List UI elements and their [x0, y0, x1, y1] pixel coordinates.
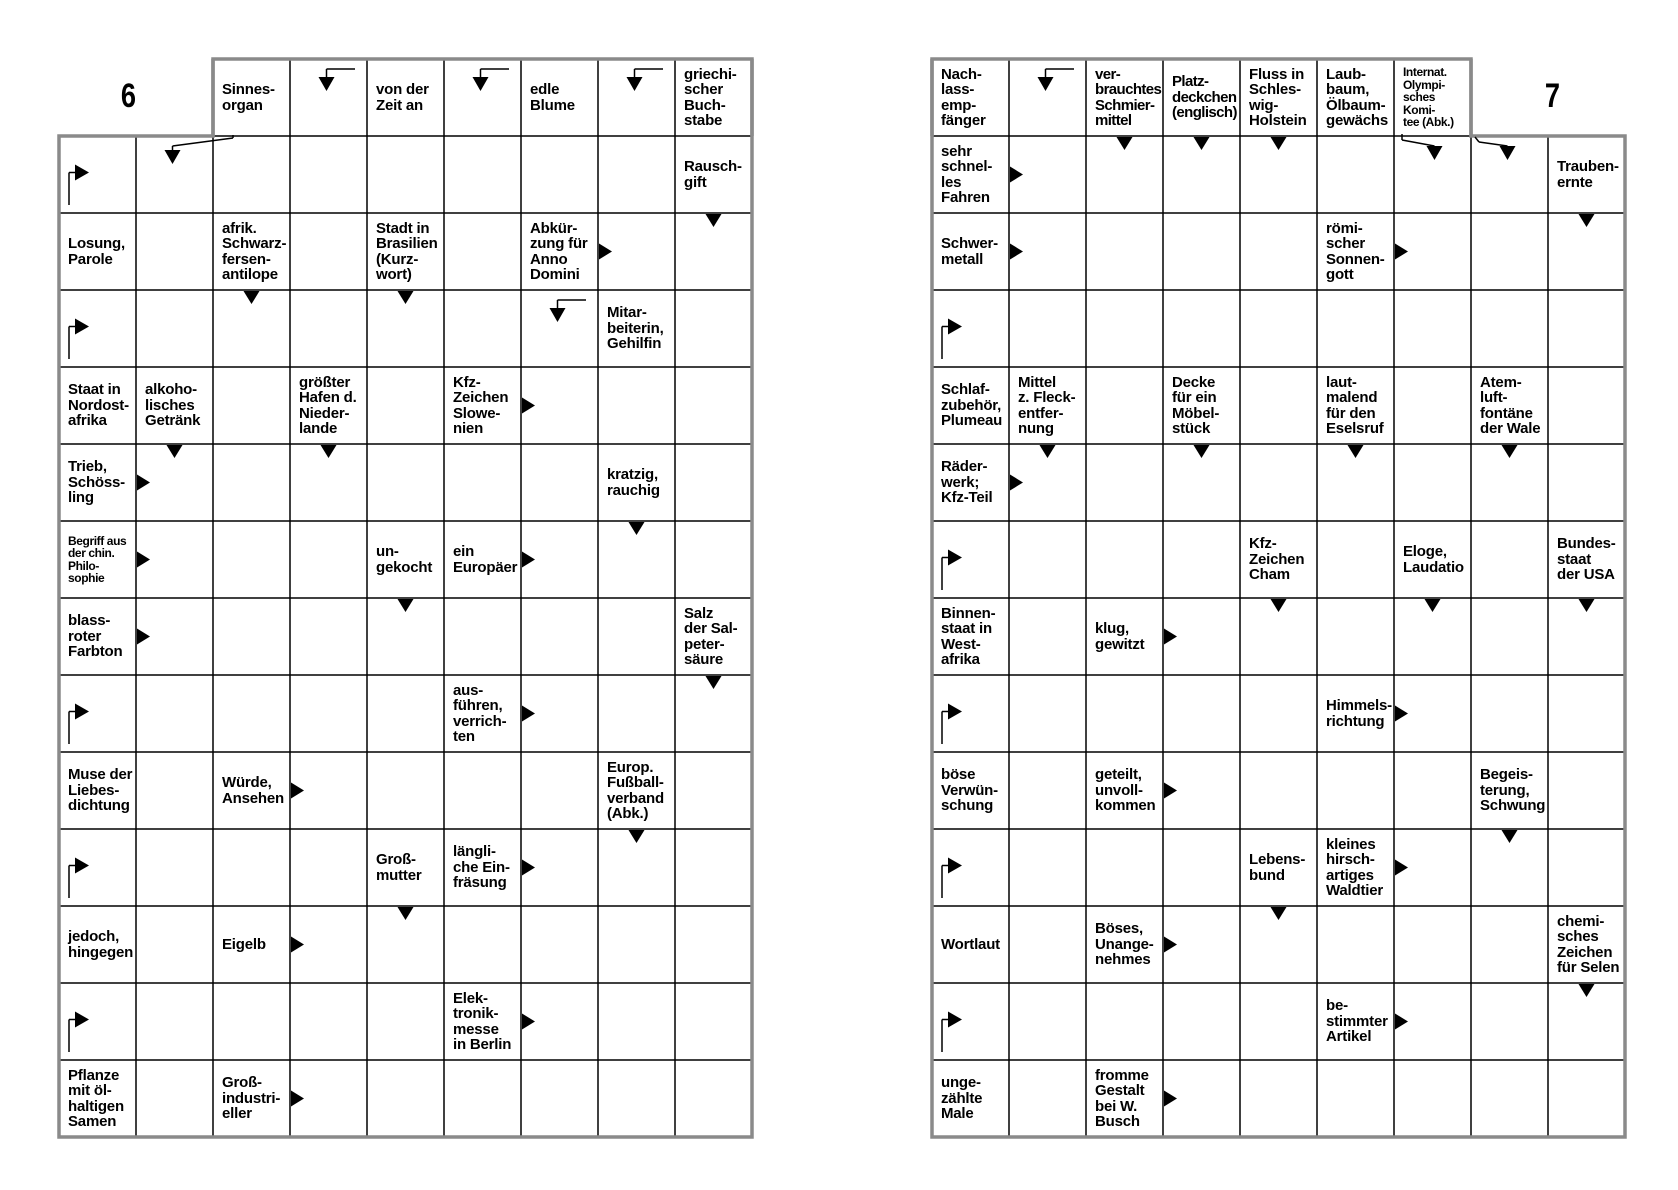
grid-cell-r3-c4[interactable]	[367, 290, 444, 367]
grid-cell-r9-c6[interactable]	[521, 752, 598, 829]
grid-cell-r5-c3[interactable]	[1163, 444, 1240, 521]
grid-cell-r3-c7[interactable]	[1471, 290, 1548, 367]
clue-cell: alkoho- lisches Getränk	[145, 381, 201, 430]
grid-cell-r8-c7[interactable]	[1471, 675, 1548, 752]
grid-cell-r13-c6[interactable]	[1394, 1060, 1471, 1137]
grid-cell-r13-c7[interactable]	[598, 1060, 675, 1137]
grid-cell-r3-c2[interactable]	[213, 290, 290, 367]
clue-cell: sehr schnel- les Fahren	[941, 142, 993, 206]
grid-cell-r12-c8[interactable]	[1548, 983, 1625, 1060]
grid-cell-r6-c8[interactable]	[675, 521, 752, 598]
grid-cell-r1-c7[interactable]	[598, 136, 675, 213]
grid-cell-r11-c8[interactable]	[675, 906, 752, 983]
grid-cell-r4-c2[interactable]	[1086, 367, 1163, 444]
clue-cell: unge- zählte Male	[941, 1074, 983, 1123]
grid-cell-r3-c0[interactable]	[932, 290, 1009, 367]
grid-cell-r12-c2[interactable]	[213, 983, 290, 1060]
grid-cell-r3-c8[interactable]	[675, 290, 752, 367]
grid-cell-r3-c5[interactable]	[444, 290, 521, 367]
grid-cell-r2-c4[interactable]	[1240, 213, 1317, 290]
clue-cell: kleines hirsch- artiges Waldtier	[1326, 835, 1384, 899]
grid-cell-r6-c3[interactable]	[1163, 521, 1240, 598]
grid-cell-r12-c7[interactable]	[1471, 983, 1548, 1060]
clue-cell: böse Verwün- schung	[941, 766, 998, 815]
grid-cell-r12-c1[interactable]	[136, 983, 213, 1060]
grid-cell-r8-c4[interactable]	[367, 675, 444, 752]
grid-cell-r9-c8[interactable]	[1548, 752, 1625, 829]
clue-cell: Schwer- metall	[941, 235, 998, 268]
grid-cell-r7-c6[interactable]	[1394, 598, 1471, 675]
clue-cell: Wortlaut	[941, 935, 1000, 953]
clue-cell: größter Hafen d. Nieder- lande	[299, 373, 357, 437]
grid-cell-r9-c3[interactable]	[290, 752, 367, 829]
clue-cell: Eigelb	[222, 935, 266, 953]
grid-cell-r9-c1[interactable]	[1009, 752, 1086, 829]
clue-cell: längli- che Ein- fräsung	[453, 843, 510, 892]
grid-cell-r12-c0[interactable]	[932, 983, 1009, 1060]
grid-cell-r11-c4[interactable]	[1240, 906, 1317, 983]
clue-cell: edle Blume	[530, 81, 575, 114]
clue-cell: Himmels- richtung	[1326, 697, 1392, 730]
grid-cell-r11-c3[interactable]	[290, 906, 367, 983]
grid-cell-r7-c4[interactable]	[367, 598, 444, 675]
clue-cell: Böses, Unange- nehmes	[1095, 920, 1154, 969]
clue-cell: römi- scher Sonnen- gott	[1326, 219, 1385, 283]
grid-cell-r11-c6[interactable]	[1394, 906, 1471, 983]
clue-cell: griechi- scher Buch- stabe	[684, 65, 737, 129]
clue-cell: Fluss in Schles- wig- Holstein	[1249, 65, 1307, 129]
grid-cell-r10-c2[interactable]	[213, 829, 290, 906]
page-number: 7	[1544, 77, 1561, 115]
grid-cell-r1-c5[interactable]	[1317, 136, 1394, 213]
grid-cell-r1-c4[interactable]	[367, 136, 444, 213]
clue-cell: Rausch- gift	[684, 158, 742, 191]
clue-cell: Kfz- Zeichen Cham	[1249, 535, 1305, 584]
grid-cell-r8-c0[interactable]	[932, 675, 1009, 752]
grid-cell-r4-c6[interactable]	[1394, 367, 1471, 444]
grid-cell-r11-c3[interactable]	[1163, 906, 1240, 983]
grid-cell-r5-c2[interactable]	[1086, 444, 1163, 521]
grid-cell-r13-c7[interactable]	[1471, 1060, 1548, 1137]
clue-cell: Platz- deckchen (englisch)	[1172, 73, 1237, 122]
grid-cell-r6-c3[interactable]	[290, 521, 367, 598]
grid-cell-r8-c2[interactable]	[213, 675, 290, 752]
grid-cell-r3-c5[interactable]	[1317, 290, 1394, 367]
grid-cell-r5-c6[interactable]	[521, 444, 598, 521]
grid-cell-r12-c3[interactable]	[1163, 983, 1240, 1060]
grid-cell-r12-c7[interactable]	[598, 983, 675, 1060]
grid-cell-r6-c0[interactable]	[932, 521, 1009, 598]
grid-cell-r10-c3[interactable]	[290, 829, 367, 906]
clue-cell: Stadt in Brasilien (Kurz- wort)	[376, 219, 438, 283]
grid-cell-r10-c8[interactable]	[1548, 829, 1625, 906]
grid-cell-r8-c4[interactable]	[1240, 675, 1317, 752]
page-number: 6	[120, 77, 137, 115]
grid-cell-r13-c3[interactable]	[290, 1060, 367, 1137]
grid-cell-r5-c8[interactable]	[1548, 444, 1625, 521]
grid-cell-r8-c8[interactable]	[675, 675, 752, 752]
grid-cell-r4-c8[interactable]	[1548, 367, 1625, 444]
clue-cell: klug, gewitzt	[1095, 620, 1145, 653]
clue-cell: Begeis- terung, Schwung	[1480, 766, 1546, 815]
grid-cell-r12-c4[interactable]	[367, 983, 444, 1060]
grid-cell-r6-c5[interactable]	[1317, 521, 1394, 598]
grid-cell-r8-c7[interactable]	[598, 675, 675, 752]
grid-cell-r8-c6[interactable]	[521, 675, 598, 752]
grid-cell-r5-c1[interactable]	[136, 444, 213, 521]
clue-cell: Muse der Liebes- dichtung	[68, 766, 133, 815]
grid-cell-r7-c5[interactable]	[444, 598, 521, 675]
clue-cell: Groß- mutter	[376, 851, 422, 884]
grid-cell-r9-c4[interactable]	[1240, 752, 1317, 829]
grid-cell-r10-c6[interactable]	[521, 829, 598, 906]
clue-cell: Räder- werk; Kfz-Teil	[941, 458, 993, 507]
grid-cell-r2-c6[interactable]	[1394, 213, 1471, 290]
clue-cell: jedoch, hingegen	[68, 928, 134, 961]
grid-cell-r7-c7[interactable]	[1471, 598, 1548, 675]
grid-cell-r3-c3[interactable]	[290, 290, 367, 367]
clue-cell: Kfz- Zeichen Slowe- nien	[453, 373, 509, 437]
grid-cell-r3-c1[interactable]	[136, 290, 213, 367]
grid-cell-r8-c3[interactable]	[290, 675, 367, 752]
clue-cell: ver- brauchtes Schmier- mittel	[1095, 65, 1162, 129]
clue-cell: ein Europäer	[453, 543, 518, 576]
grid-cell-r13-c4[interactable]	[1240, 1060, 1317, 1137]
grid-cell-r5-c4[interactable]	[367, 444, 444, 521]
grid-cell-r10-c7[interactable]	[1471, 829, 1548, 906]
grid-cell-r1-c1[interactable]	[136, 136, 213, 213]
grid-cell-r9-c5[interactable]	[444, 752, 521, 829]
grid-cell-r7-c3[interactable]	[290, 598, 367, 675]
grid-cell-r13-c1[interactable]	[136, 1060, 213, 1137]
grid-cell-r1-c3[interactable]	[1163, 136, 1240, 213]
grid-cell-r9-c6[interactable]	[1394, 752, 1471, 829]
clue-cell: fromme Gestalt bei W. Busch	[1095, 1066, 1149, 1130]
grid-cell-r8-c8[interactable]	[1548, 675, 1625, 752]
clue-cell: Mitar- beiterin, Gehilfin	[607, 304, 664, 353]
grid-cell-r13-c8[interactable]	[1548, 1060, 1625, 1137]
clue-cell: von der Zeit an	[376, 81, 429, 114]
grid-cell-r5-c8[interactable]	[675, 444, 752, 521]
clue-cell: Trieb, Schöss- ling	[68, 458, 125, 507]
clue-cell: Europ. Fußball- verband (Abk.)	[607, 758, 664, 822]
grid-cell-r3-c3[interactable]	[1163, 290, 1240, 367]
grid-cell-r7-c8[interactable]	[1548, 598, 1625, 675]
clue-cell: Abkür- zung für Anno Domini	[530, 219, 588, 283]
grid-cell-r4-c4[interactable]	[367, 367, 444, 444]
clue-cell: Bundes- staat der USA	[1557, 535, 1616, 584]
grid-cell-r13-c1[interactable]	[1009, 1060, 1086, 1137]
grid-cell-r0-c3[interactable]	[290, 59, 367, 136]
clue-cell: Staat in Nordost- afrika	[68, 381, 129, 430]
clue-cell: aus- führen, verrich- ten	[453, 681, 507, 745]
clue-cell: kratzig, rauchig	[607, 466, 660, 499]
grid-cell-r10-c8[interactable]	[675, 829, 752, 906]
grid-cell-r5-c5[interactable]	[1317, 444, 1394, 521]
grid-cell-r10-c1[interactable]	[1009, 829, 1086, 906]
clue-cell: be- stimmter Artikel	[1326, 997, 1388, 1046]
grid-cell-r3-c0[interactable]	[59, 290, 136, 367]
grid-cell-r2-c7[interactable]	[598, 213, 675, 290]
grid-cell-r10-c6[interactable]	[1394, 829, 1471, 906]
grid-cell-r1-c6[interactable]	[1394, 136, 1471, 213]
clue-cell: Internat. Olympi- sches Komi- tee (Abk.)	[1403, 65, 1454, 130]
grid-cell-r0-c1[interactable]	[1009, 59, 1086, 136]
grid-cell-r1-c2[interactable]	[1086, 136, 1163, 213]
clue-cell: geteilt, unvoll- kommen	[1095, 766, 1156, 815]
grid-cell-r1-c0[interactable]	[59, 136, 136, 213]
grid-cell-r7-c5[interactable]	[1317, 598, 1394, 675]
grid-cell-r3-c2[interactable]	[1086, 290, 1163, 367]
grid-cell-r6-c7[interactable]	[598, 521, 675, 598]
grid-cell-r13-c8[interactable]	[675, 1060, 752, 1137]
grid-cell-r6-c1[interactable]	[136, 521, 213, 598]
grid-cell-r3-c1[interactable]	[1009, 290, 1086, 367]
grid-cell-r8-c1[interactable]	[1009, 675, 1086, 752]
grid-cell-r1-c3[interactable]	[290, 136, 367, 213]
grid-cell-r11-c1[interactable]	[136, 906, 213, 983]
grid-cell-r4-c2[interactable]	[213, 367, 290, 444]
grid-cell-r10-c1[interactable]	[136, 829, 213, 906]
clue-cell: Salz der Sal- peter- säure	[684, 604, 738, 668]
grid-cell-r10-c0[interactable]	[59, 829, 136, 906]
grid-cell-r12-c2[interactable]	[1086, 983, 1163, 1060]
clue-cell: Sinnes- organ	[222, 81, 275, 114]
clue-cell: Elek- tronik- messe in Berlin	[453, 989, 512, 1053]
grid-cell-r6-c1[interactable]	[1009, 521, 1086, 598]
grid-cell-r5-c3[interactable]	[290, 444, 367, 521]
grid-cell-r13-c5[interactable]	[1317, 1060, 1394, 1137]
grid-cell-r3-c6[interactable]	[1394, 290, 1471, 367]
grid-cell-r10-c0[interactable]	[932, 829, 1009, 906]
grid-cell-r12-c1[interactable]	[1009, 983, 1086, 1060]
grid-cell-r5-c5[interactable]	[444, 444, 521, 521]
clue-cell: Schlaf- zubehör, Plumeau	[941, 381, 1003, 430]
grid-cell-r7-c4[interactable]	[1240, 598, 1317, 675]
grid-cell-r3-c8[interactable]	[1548, 290, 1625, 367]
grid-cell-r11-c1[interactable]	[1009, 906, 1086, 983]
grid-cell-r3-c4[interactable]	[1240, 290, 1317, 367]
clue-cell: laut- malend für den Eselsruf	[1326, 373, 1384, 437]
grid-cell-r8-c1[interactable]	[136, 675, 213, 752]
clue-cell: afrik. Schwarz- fersen- antilope	[222, 219, 287, 283]
grid-cell-r12-c0[interactable]	[59, 983, 136, 1060]
grid-cell-r11-c6[interactable]	[521, 906, 598, 983]
grid-cell-r8-c2[interactable]	[1086, 675, 1163, 752]
grid-cell-r9-c3[interactable]	[1163, 752, 1240, 829]
grid-cell-r2-c8[interactable]	[1548, 213, 1625, 290]
grid-cell-r13-c5[interactable]	[444, 1060, 521, 1137]
grid-cell-r11-c5[interactable]	[1317, 906, 1394, 983]
clue-cell: Begriff aus der chin. Philo- sophie	[68, 533, 127, 585]
clue-cell: un- gekocht	[376, 543, 433, 576]
grid-cell-r1-c5[interactable]	[444, 136, 521, 213]
grid-cell-r1-c2[interactable]	[213, 136, 290, 213]
clue-cell: blass- roter Farbton	[68, 612, 123, 661]
grid-cell-r9-c1[interactable]	[136, 752, 213, 829]
grid-cell-r2-c3[interactable]	[1163, 213, 1240, 290]
grid-cell-r7-c7[interactable]	[598, 598, 675, 675]
grid-cell-r2-c5[interactable]	[444, 213, 521, 290]
grid-cell-r9-c8[interactable]	[675, 752, 752, 829]
grid-cell-r4-c7[interactable]	[598, 367, 675, 444]
grid-cell-r2-c2[interactable]	[1086, 213, 1163, 290]
clue-cell: chemi- sches Zeichen für Selen	[1557, 912, 1620, 976]
grid-cell-r6-c2[interactable]	[1086, 521, 1163, 598]
clue-cell: Binnen- staat in West- afrika	[941, 604, 996, 668]
clue-cell: Decke für ein Möbel- stück	[1172, 373, 1220, 437]
crossword-page-6	[57, 57, 757, 1157]
clue-cell: Lebens- bund	[1249, 851, 1306, 884]
grid-cell-r10-c7[interactable]	[598, 829, 675, 906]
grid-cell-r1-c1[interactable]	[1009, 136, 1086, 213]
grid-cell-r9-c4[interactable]	[367, 752, 444, 829]
grid-cell-r13-c3[interactable]	[1163, 1060, 1240, 1137]
grid-cell-r1-c4[interactable]	[1240, 136, 1317, 213]
grid-cell-r7-c1[interactable]	[136, 598, 213, 675]
grid-cell-r10-c3[interactable]	[1163, 829, 1240, 906]
grid-cell-r11-c7[interactable]	[598, 906, 675, 983]
grid-cell-r5-c1[interactable]	[1009, 444, 1086, 521]
clue-cell: Losung, Parole	[68, 235, 125, 268]
grid-cell-r7-c3[interactable]	[1163, 598, 1240, 675]
grid-cell-r6-c7[interactable]	[1471, 521, 1548, 598]
grid-cell-r12-c6[interactable]	[1394, 983, 1471, 1060]
grid-cell-r7-c2[interactable]	[213, 598, 290, 675]
grid-cell-r13-c6[interactable]	[521, 1060, 598, 1137]
grid-cell-r1-c7[interactable]	[1471, 136, 1548, 213]
grid-cell-r5-c6[interactable]	[1394, 444, 1471, 521]
crossword-page-7	[930, 57, 1630, 1157]
grid-cell-r1-c6[interactable]	[521, 136, 598, 213]
clue-cell: Nach- lass- emp- fänger	[941, 65, 986, 129]
grid-cell-r2-c1[interactable]	[1009, 213, 1086, 290]
grid-cell-r12-c3[interactable]	[290, 983, 367, 1060]
grid-cell-r8-c3[interactable]	[1163, 675, 1240, 752]
grid-cell-r5-c2[interactable]	[213, 444, 290, 521]
grid-cell-r0-c5[interactable]	[444, 59, 521, 136]
grid-cell-r3-c6[interactable]	[521, 290, 598, 367]
grid-cell-r12-c8[interactable]	[675, 983, 752, 1060]
grid-cell-r5-c7[interactable]	[1471, 444, 1548, 521]
grid-cell-r11-c4[interactable]	[367, 906, 444, 983]
clue-cell: Pflanze mit öl- haltigen Samen	[68, 1066, 124, 1130]
grid-cell-r7-c1[interactable]	[1009, 598, 1086, 675]
grid-cell-r8-c0[interactable]	[59, 675, 136, 752]
grid-cell-r12-c6[interactable]	[521, 983, 598, 1060]
clue-cell: Trauben- ernte	[1557, 158, 1619, 191]
grid-cell-r9-c5[interactable]	[1317, 752, 1394, 829]
clue-cell: Atem- luft- fontäne der Wale	[1480, 373, 1541, 437]
grid-cell-r0-c7[interactable]	[598, 59, 675, 136]
grid-cell-r2-c8[interactable]	[675, 213, 752, 290]
grid-cell-r2-c1[interactable]	[136, 213, 213, 290]
grid-cell-r6-c2[interactable]	[213, 521, 290, 598]
grid-cell-r10-c2[interactable]	[1086, 829, 1163, 906]
clue-cell: Mittel z. Fleck- entfer- nung	[1018, 373, 1076, 437]
clue-cell: Laub- baum, Ölbaum- gewächs	[1326, 65, 1388, 129]
grid-cell-r4-c6[interactable]	[521, 367, 598, 444]
grid-cell-r11-c7[interactable]	[1471, 906, 1548, 983]
grid-cell-r4-c4[interactable]	[1240, 367, 1317, 444]
grid-cell-r11-c5[interactable]	[444, 906, 521, 983]
clue-cell: Würde, Ansehen	[222, 774, 284, 807]
grid-cell-r2-c3[interactable]	[290, 213, 367, 290]
grid-cell-r5-c4[interactable]	[1240, 444, 1317, 521]
grid-cell-r13-c4[interactable]	[367, 1060, 444, 1137]
grid-cell-r6-c6[interactable]	[521, 521, 598, 598]
grid-cell-r7-c6[interactable]	[521, 598, 598, 675]
clue-cell: Groß- industri- eller	[222, 1074, 281, 1123]
grid-cell-r4-c8[interactable]	[675, 367, 752, 444]
clue-cell: Eloge, Laudatio	[1403, 543, 1464, 576]
grid-cell-r8-c6[interactable]	[1394, 675, 1471, 752]
grid-cell-r2-c7[interactable]	[1471, 213, 1548, 290]
grid-cell-r12-c4[interactable]	[1240, 983, 1317, 1060]
